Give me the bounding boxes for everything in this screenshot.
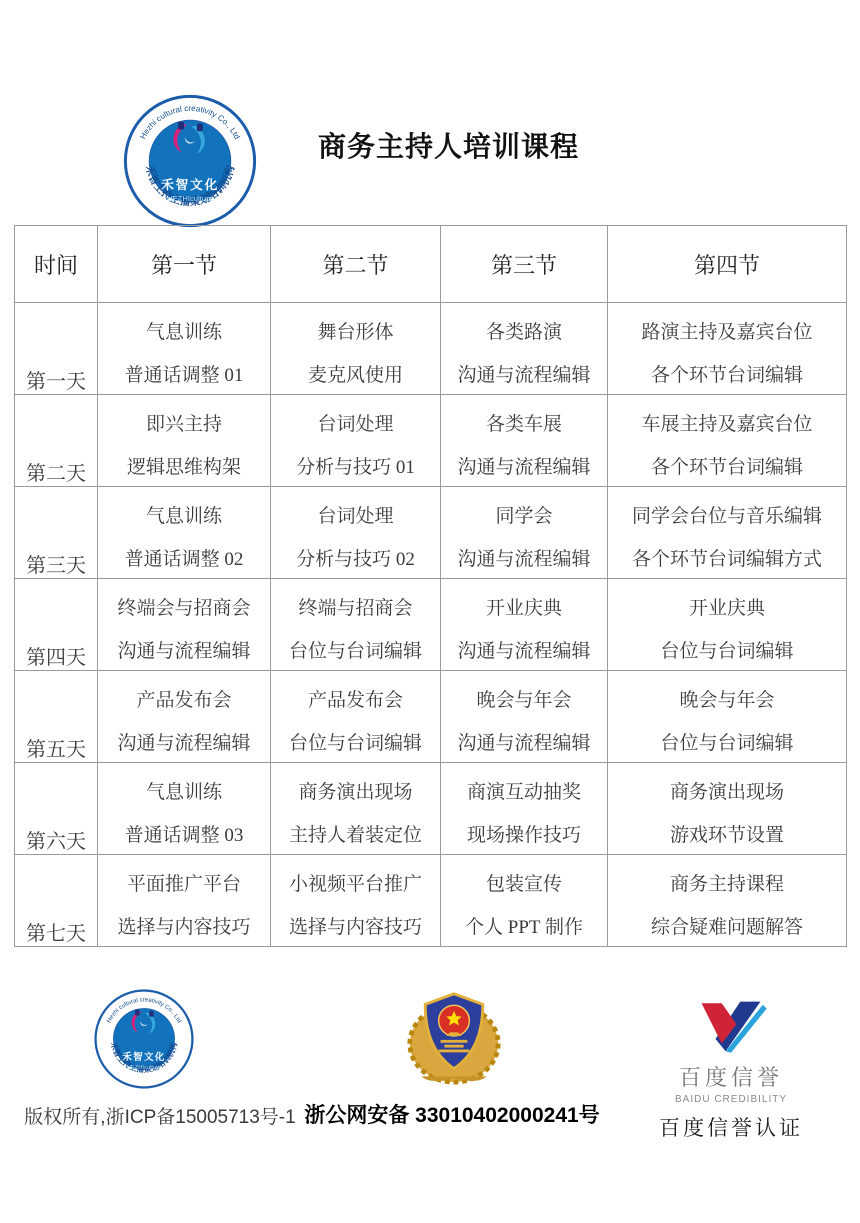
course-line: 小视频平台推广 xyxy=(288,874,422,895)
course-line: 普通话调整 02 xyxy=(124,549,244,570)
course-line: 沟通与流程编辑 xyxy=(117,641,251,662)
course-line: 沟通与流程编辑 xyxy=(457,549,591,570)
course-cell xyxy=(441,763,608,855)
course-line: 逻辑思维构架 xyxy=(126,457,241,478)
course-cell xyxy=(271,487,441,579)
course-cell xyxy=(608,579,847,671)
course-cell xyxy=(608,855,847,947)
course-line: 台词处理 xyxy=(317,414,394,435)
header-cell-session3: 第三节 xyxy=(441,226,608,303)
baidu-name-en: BAIDU CREDIBILITY xyxy=(674,1094,788,1105)
course-cell xyxy=(608,671,847,763)
course-cell xyxy=(98,579,271,671)
course-line: 各个环节台词编辑 xyxy=(650,365,803,386)
day-cell: 第一天 xyxy=(15,303,98,395)
course-line: 选择与内容技巧 xyxy=(117,917,251,938)
course-line: 台词处理 xyxy=(317,506,394,527)
course-line: 主持人着装定位 xyxy=(288,825,422,846)
course-line: 现场操作技巧 xyxy=(466,825,581,846)
course-cell xyxy=(271,671,441,763)
course-cell xyxy=(98,671,271,763)
hezhi-logo-footer xyxy=(93,988,195,1090)
course-line: 同学会 xyxy=(495,506,553,527)
day-cell: 第二天 xyxy=(15,395,98,487)
hezhi-logo-top xyxy=(122,93,258,229)
course-line: 选择与内容技巧 xyxy=(288,917,422,938)
course-cell xyxy=(441,487,608,579)
course-line: 分析与技巧 01 xyxy=(296,457,415,478)
course-cell xyxy=(441,855,608,947)
course-line: 台位与台词编辑 xyxy=(660,641,794,662)
course-cell xyxy=(441,671,608,763)
course-line: 商演互动抽奖 xyxy=(466,782,581,803)
police-badge-icon xyxy=(406,984,502,1090)
day-cell: 第四天 xyxy=(15,579,98,671)
course-cell xyxy=(271,763,441,855)
header-cell-session1: 第一节 xyxy=(98,226,271,303)
course-cell xyxy=(441,395,608,487)
course-line: 沟通与流程编辑 xyxy=(457,641,591,662)
course-line: 个人 PPT 制作 xyxy=(465,917,583,938)
course-line: 普通话调整 01 xyxy=(124,365,244,386)
course-line: 游戏环节设置 xyxy=(669,825,784,846)
course-line: 终端与招商会 xyxy=(298,598,413,619)
course-cell xyxy=(271,395,441,487)
schedule-tbody xyxy=(15,303,847,947)
course-line: 商务演出现场 xyxy=(669,782,784,803)
course-line: 台位与台词编辑 xyxy=(288,733,422,754)
course-line: 分析与技巧 02 xyxy=(296,549,415,570)
police-record-text: 浙公网安备 33010402000241号 xyxy=(304,1104,600,1127)
day-cell: 第五天 xyxy=(15,671,98,763)
course-cell xyxy=(98,763,271,855)
course-line: 综合疑难问题解答 xyxy=(650,917,803,938)
course-cell xyxy=(608,763,847,855)
course-cell xyxy=(441,303,608,395)
course-line: 气息训练 xyxy=(145,782,222,803)
course-line: 各个环节台词编辑方式 xyxy=(631,549,822,570)
course-line: 即兴主持 xyxy=(145,414,222,435)
course-line: 各类路演 xyxy=(485,322,562,343)
course-cell xyxy=(98,303,271,395)
course-line: 晚会与年会 xyxy=(476,690,572,711)
course-line: 产品发布会 xyxy=(136,690,232,711)
course-line: 产品发布会 xyxy=(307,690,403,711)
course-line: 开业庆典 xyxy=(485,598,562,619)
table-row xyxy=(15,579,847,671)
course-line: 车展主持及嘉宾台位 xyxy=(641,414,813,435)
baidu-credibility-icon xyxy=(692,997,770,1059)
course-cell xyxy=(271,855,441,947)
baidu-credibility-block xyxy=(656,997,806,1142)
course-line: 沟通与流程编辑 xyxy=(457,457,591,478)
table-row xyxy=(15,487,847,579)
course-line: 各类车展 xyxy=(485,414,562,435)
page-title: 商务主持人培训课程 xyxy=(318,132,580,163)
course-line: 同学会台位与音乐编辑 xyxy=(631,506,822,527)
table-row xyxy=(15,671,847,763)
course-line: 各个环节台词编辑 xyxy=(650,457,803,478)
day-cell: 第三天 xyxy=(15,487,98,579)
course-line: 沟通与流程编辑 xyxy=(117,733,251,754)
course-cell xyxy=(608,487,847,579)
course-line: 沟通与流程编辑 xyxy=(457,365,591,386)
course-line: 商务主持课程 xyxy=(669,874,784,895)
table-row xyxy=(15,855,847,947)
course-line: 商务演出现场 xyxy=(298,782,413,803)
course-line: 晚会与年会 xyxy=(679,690,775,711)
schedule-table xyxy=(14,225,847,947)
day-cell: 第六天 xyxy=(15,763,98,855)
course-cell xyxy=(441,579,608,671)
course-cell xyxy=(98,487,271,579)
course-line: 台位与台词编辑 xyxy=(288,641,422,662)
course-line: 开业庆典 xyxy=(688,598,765,619)
course-line: 气息训练 xyxy=(145,506,222,527)
course-line: 气息训练 xyxy=(145,322,222,343)
course-cell xyxy=(98,855,271,947)
course-line: 麦克风使用 xyxy=(307,365,403,386)
table-header-row xyxy=(15,226,847,303)
baidu-cert-text: 百度信誉认证 xyxy=(659,1117,803,1140)
course-line: 台位与台词编辑 xyxy=(660,733,794,754)
course-line: 沟通与流程编辑 xyxy=(457,733,591,754)
course-line: 路演主持及嘉宾台位 xyxy=(641,322,813,343)
course-cell xyxy=(98,395,271,487)
table-row xyxy=(15,395,847,487)
course-cell xyxy=(271,303,441,395)
day-cell: 第七天 xyxy=(15,855,98,947)
course-line: 舞台形体 xyxy=(317,322,394,343)
header-cell-session2: 第二节 xyxy=(271,226,441,303)
table-row xyxy=(15,763,847,855)
course-cell xyxy=(271,579,441,671)
course-cell xyxy=(608,303,847,395)
copyright-text: 版权所有,浙ICP备15005713号-1 xyxy=(24,1107,296,1128)
course-cell xyxy=(608,395,847,487)
course-line: 包装宣传 xyxy=(485,874,562,895)
header-cell-session4: 第四节 xyxy=(608,226,847,303)
course-line: 终端会与招商会 xyxy=(117,598,251,619)
header-cell-time: 时间 xyxy=(15,226,98,303)
table-row xyxy=(15,303,847,395)
course-line: 普通话调整 03 xyxy=(124,825,244,846)
baidu-name: 百度信誉 xyxy=(678,1065,783,1090)
course-line: 平面推广平台 xyxy=(126,874,241,895)
